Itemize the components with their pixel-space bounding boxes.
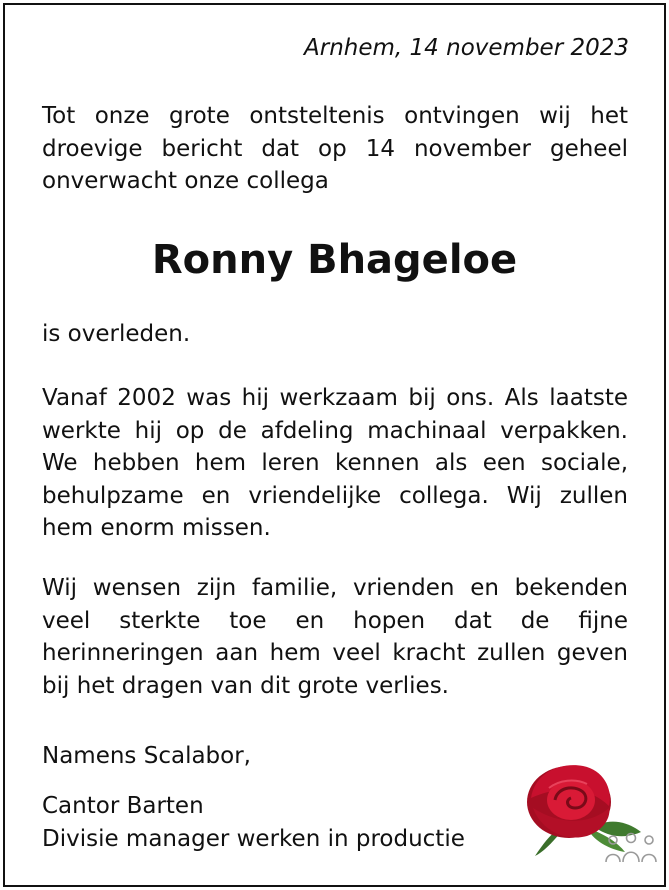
date-line: Arnhem, 14 november 2023 [304,35,629,61]
condolence-text: Wij wensen zijn familie, vrienden en bekenden veel sterkte toe en hopen dat de fijne herinneringen aan hem veel kracht zullen geven bij het dragen van dit grote verlies. [42,575,628,699]
people-logo-icon [604,832,658,864]
intro-text: Tot onze grote ontsteltenis ontvingen wij het droevige bericht dat op 14 november geheel onverwacht onze collega [42,103,628,194]
passed-text: is overleden. [42,321,191,347]
rose-inner [547,780,595,820]
career-text: Vanaf 2002 was hij werkzaam bij ons. Als laatste werkte hij op de afdeling machinaal verpakken. We hebben hem leren kennen als een sociale, behulpzame en vriendelijke collega. Wij zullen hem enorm missen. [42,385,628,541]
signature-person: Cantor Barten [42,793,204,819]
signature-role: Divisie manager werken in productie [42,825,465,852]
deceased-name: Ronny Bhageloe [151,237,518,283]
signature-on-behalf: Namens Scalabor, [42,743,251,769]
